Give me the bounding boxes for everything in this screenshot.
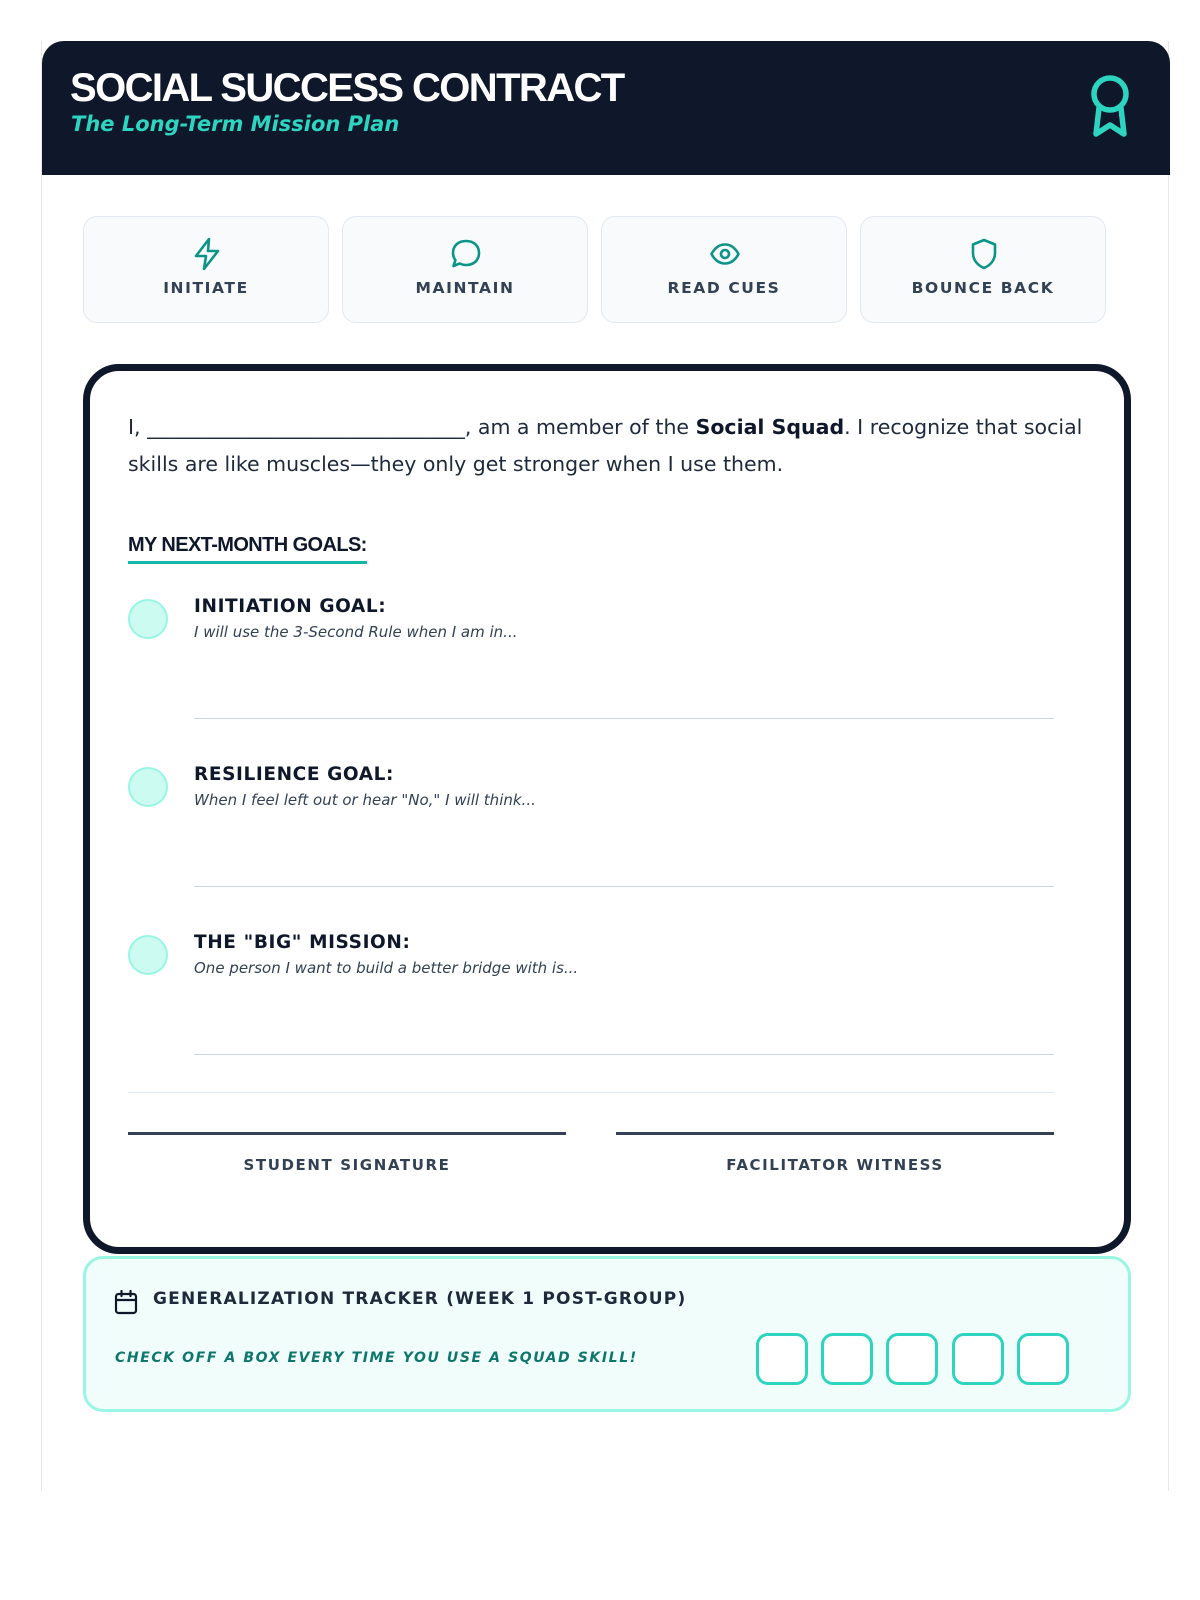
- goal-checkbox[interactable]: [128, 935, 168, 975]
- skill-label: READ CUES: [667, 279, 781, 297]
- intro-prefix: I,: [128, 415, 148, 439]
- header-banner: [42, 41, 1170, 175]
- signature-label: FACILITATOR WITNESS: [726, 1156, 944, 1174]
- page-title: SOCIAL SUCCESS CONTRACT: [70, 66, 624, 110]
- award-icon: [1085, 70, 1135, 140]
- goal-prompt: One person I want to build a better bridge with is...: [194, 959, 579, 977]
- goal-answer-line[interactable]: [194, 1054, 1054, 1055]
- speech-bubble-icon: [451, 237, 481, 271]
- goals-heading: MY NEXT-MONTH GOALS:: [128, 534, 367, 564]
- goal-item-initiation: [128, 596, 1054, 726]
- eye-icon: [710, 237, 740, 271]
- goal-prompt: When I feel left out or hear "No," I will think...: [194, 791, 536, 809]
- intro-suffix: . I recognize that social skills are like muscles—they only get stronger when I use them.: [128, 415, 1083, 476]
- shield-icon: [969, 237, 999, 271]
- goal-item-resilience: [128, 764, 1054, 894]
- tracker-checkbox-3[interactable]: [886, 1333, 938, 1385]
- goal-answer-line[interactable]: [194, 718, 1054, 719]
- calendar-icon: [114, 1289, 138, 1315]
- skill-cards: [83, 216, 1129, 323]
- skill-card-read-cues: [601, 216, 847, 323]
- intro-middle: , am a member of the: [464, 415, 696, 439]
- signature-line[interactable]: [616, 1132, 1054, 1135]
- goal-checkbox[interactable]: [128, 599, 168, 639]
- signature-label: STUDENT SIGNATURE: [243, 1156, 451, 1174]
- generalization-tracker: [83, 1256, 1131, 1412]
- skill-label: MAINTAIN: [415, 279, 515, 297]
- divider: [128, 1092, 1054, 1093]
- skill-label: BOUNCE BACK: [911, 279, 1055, 297]
- intro-group-name: Social Squad: [695, 415, 845, 439]
- lightning-icon: [192, 237, 222, 271]
- tracker-checkbox-1[interactable]: [756, 1333, 808, 1385]
- tracker-checkbox-2[interactable]: [821, 1333, 873, 1385]
- skill-label: INITIATE: [163, 279, 249, 297]
- skill-card-maintain: [342, 216, 588, 323]
- goal-prompt: I will use the 3-Second Rule when I am in...: [194, 623, 518, 641]
- goal-title: RESILIENCE GOAL:: [194, 764, 395, 785]
- skill-card-initiate: [83, 216, 329, 323]
- contract-intro: [128, 409, 1088, 483]
- student-signature[interactable]: [128, 1132, 566, 1174]
- tracker-hint: CHECK OFF A BOX EVERY TIME YOU USE A SQUAD SKILL!: [115, 1350, 638, 1366]
- goal-item-big-mission: [128, 932, 1054, 1062]
- tracker-checkbox-5[interactable]: [1017, 1333, 1069, 1385]
- facilitator-signature[interactable]: [616, 1132, 1054, 1174]
- contract-sheet: [41, 41, 1169, 1491]
- name-blank[interactable]: _______________________________: [147, 415, 465, 439]
- signature-line[interactable]: [128, 1132, 566, 1135]
- goal-title: INITIATION GOAL:: [194, 596, 387, 617]
- goal-title: THE "BIG" MISSION:: [194, 932, 411, 953]
- skill-card-bounce-back: [860, 216, 1106, 323]
- goal-checkbox[interactable]: [128, 767, 168, 807]
- goal-answer-line[interactable]: [194, 886, 1054, 887]
- tracker-title: GENERALIZATION TRACKER (WEEK 1 POST-GROUP): [153, 1289, 687, 1309]
- page-subtitle: The Long-Term Mission Plan: [71, 112, 400, 136]
- contract-card: [83, 364, 1131, 1254]
- tracker-checkbox-4[interactable]: [952, 1333, 1004, 1385]
